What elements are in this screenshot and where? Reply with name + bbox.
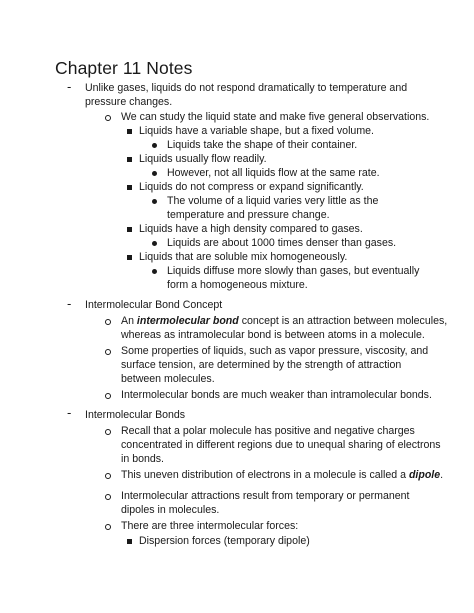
dipole-line: This uneven distribution of electrons in a molecule is called a dipole. (121, 469, 444, 481)
polar-line-2: concentrated in different regions due to unequal sharing of electrons (121, 439, 441, 451)
bonds-weaker-line: Intermolecular bonds are much weaker than intramolecular bonds. (121, 389, 432, 401)
square-bullet (127, 227, 132, 232)
hollow-circle-bullet (105, 494, 111, 500)
dot-bullet (152, 241, 157, 246)
section-3-heading: Intermolecular Bonds (85, 409, 186, 421)
properties-line-2: surface tension, are determined by the strength of attraction (121, 359, 402, 371)
properties-line-3: between molecules. (121, 373, 215, 385)
observation-4-detail: Liquids are about 1000 times denser than gases. (167, 237, 397, 249)
hollow-circle-bullet (105, 115, 111, 121)
dispersion-forces: Dispersion forces (temporary dipole) (139, 535, 310, 547)
properties-line-1: Some properties of liquids, such as vapor pressure, viscosity, and (121, 345, 429, 357)
dash-bullet: - (67, 405, 72, 420)
bond-concept-line-2: whereas as intramolecular bond is between atoms in a molecule. (121, 329, 425, 341)
square-bullet (127, 255, 132, 260)
section-1-heading-line-2: pressure changes. (85, 96, 173, 108)
page-title: Chapter 11 Notes (55, 58, 193, 78)
hollow-circle-bullet (105, 349, 111, 355)
hollow-circle-bullet (105, 524, 111, 530)
square-bullet (127, 185, 132, 190)
dot-bullet (152, 199, 157, 204)
dot-bullet (152, 171, 157, 176)
observation-3: Liquids do not compress or expand significantly. (139, 181, 364, 193)
dash-bullet: - (67, 79, 72, 94)
dash-bullet: - (67, 296, 72, 311)
observation-4: Liquids have a high density compared to gases. (139, 223, 363, 235)
hollow-circle-bullet (105, 319, 111, 325)
observation-1-detail: Liquids take the shape of their container. (167, 139, 358, 151)
section-2-heading: Intermolecular Bond Concept (85, 299, 223, 311)
observation-5-detail-line-2: form a homogeneous mixture. (167, 279, 308, 291)
observation-2-detail: However, not all liquids flow at the same rate. (167, 167, 380, 179)
dot-bullet (152, 269, 157, 274)
polar-line-3: in bonds. (121, 453, 164, 465)
observation-3-detail-line-2: temperature and pressure change. (167, 209, 330, 221)
observation-1: Liquids have a variable shape, but a fixed volume. (139, 125, 374, 137)
section-1-heading-line-1: Unlike gases, liquids do not respond dramatically to temperature and (85, 82, 408, 94)
bond-concept-line-1: An intermolecular bond concept is an attraction between molecules, (121, 315, 448, 327)
hollow-circle-bullet (105, 473, 111, 479)
observation-5-detail-line-1: Liquids diffuse more slowly than gases, but eventually (167, 265, 420, 277)
square-bullet (127, 129, 132, 134)
hollow-circle-bullet (105, 393, 111, 399)
attractions-line-1: Intermolecular attractions result from temporary or permanent (121, 490, 410, 502)
hollow-circle-bullet (105, 429, 111, 435)
observation-5: Liquids that are soluble mix homogeneously. (139, 251, 348, 263)
square-bullet (127, 539, 132, 544)
three-forces-line: There are three intermolecular forces: (121, 520, 299, 532)
dot-bullet (152, 143, 157, 148)
observation-2: Liquids usually flow readily. (139, 153, 267, 165)
observation-3-detail-line-1: The volume of a liquid varies very little as the (167, 195, 379, 207)
attractions-line-2: dipoles in molecules. (121, 504, 220, 516)
polar-line-1: Recall that a polar molecule has positive and negative charges (121, 425, 415, 437)
square-bullet (127, 157, 132, 162)
observation-intro: We can study the liquid state and make five general observations. (121, 111, 430, 123)
